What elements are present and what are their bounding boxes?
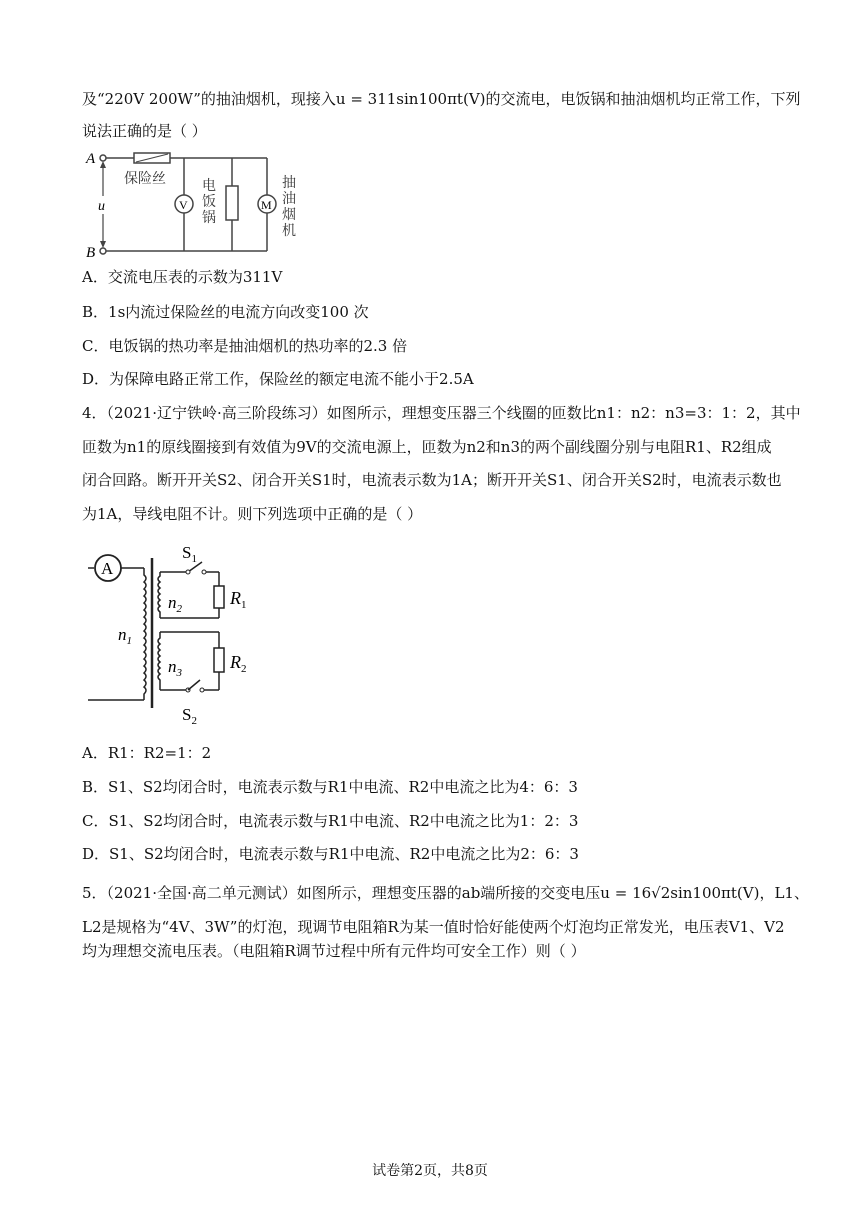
page-footer: 试卷第2页，共8页	[372, 1163, 488, 1179]
q4-stem-line-3: 闭合回路。断开开关S2、闭合开关S1时，电流表示数为1A；断开开关S1、闭合开关S2时，电流表示数也	[82, 471, 782, 489]
q3-stem-line-1: 及“220V 200W”的抽油烟机，现接入u = 311sin100πt(V)的交流电，电饭锅和抽油烟机均正常工作，下列	[82, 90, 801, 108]
q3-option-c: C．电饭锅的热功率是抽油烟机的热功率的2.3 倍	[82, 337, 408, 355]
n3-label: $n_3$	[168, 657, 182, 679]
s1-label: $S_1$	[182, 543, 197, 565]
q4-option-b: B．S1、S2均闭合时，电流表示数与R1中电流、R2中电流之比为4：6：3	[82, 778, 578, 796]
voltmeter-label: V	[179, 198, 188, 212]
fuse-label: 保险丝	[124, 172, 166, 187]
q4-stem-line-4: 为1A，导线电阻不计。则下列选项中正确的是（ ）	[82, 505, 423, 523]
r2-label: $R_2$	[230, 652, 247, 675]
q3-option-b: B．1s内流过保险丝的电流方向改变100 次	[82, 303, 369, 321]
q4-option-c: C．S1、S2均闭合时，电流表示数与R1中电流、R2中电流之比为1：2：3	[82, 812, 579, 830]
hood-label: 抽油烟机	[282, 175, 296, 239]
n2-label: $n_2$	[168, 593, 182, 615]
s2-label: $S_2$	[182, 705, 197, 727]
secondary-coil-n2	[158, 572, 160, 618]
resistor-r2	[214, 648, 224, 672]
q5-stem-line-1: 5．（2021·全国·高二单元测试）如图所示，理想变压器的ab端所接的交变电压u = 16√2sin100πt(V)，L1、	[82, 884, 809, 902]
r1-label: $R_1$	[230, 588, 247, 611]
q5-stem-line-2: L2是规格为“4V、3W”的灯泡，现调节电阻箱R为某一值时恰好能使两个灯泡均正常发光，电压表V1、V2	[82, 918, 785, 936]
q3-option-d: D．为保障电路正常工作，保险丝的额定电流不能小于2.5A	[82, 370, 474, 388]
n1-label: $n_1$	[118, 625, 132, 647]
q4-transformer-diagram	[82, 540, 282, 730]
q4-stem-line-1: 4．（2021·辽宁铁岭·高三阶段练习）如图所示，理想变压器三个线圈的匝数比n1：n2：n3=3：1：2，其中	[82, 404, 801, 422]
terminal-a-label: A	[86, 151, 96, 167]
q3-stem-line-2: 说法正确的是（ ）	[82, 122, 207, 140]
secondary-coil-n3	[158, 632, 160, 690]
q4-option-d: D．S1、S2均闭合时，电流表示数与R1中电流、R2中电流之比为2：6：3	[82, 845, 579, 863]
voltage-u-label: u	[98, 199, 105, 214]
ammeter-label: A	[101, 559, 114, 578]
q5-stem-line-3: 均为理想交流电压表。（电阻箱R调节过程中所有元件均可安全工作）则（ ）	[82, 942, 586, 960]
q4-option-a: A．R1：R2=1：2	[82, 744, 212, 762]
cooker-resistor-symbol	[226, 186, 238, 220]
motor-label: M	[261, 198, 272, 212]
cooker-label: 电饭锅	[202, 178, 216, 226]
q3-option-a: A．交流电压表的示数为311V	[82, 268, 283, 286]
resistor-r1	[214, 586, 224, 608]
switch-s2	[188, 680, 200, 690]
terminal-b-label: B	[86, 245, 96, 261]
primary-coil	[144, 568, 146, 700]
q4-stem-line-2: 匝数为n1的原线圈接到有效值为9V的交流电源上，匝数为n2和n3的两个副线圈分别与电阻R1、R2组成	[82, 438, 772, 456]
